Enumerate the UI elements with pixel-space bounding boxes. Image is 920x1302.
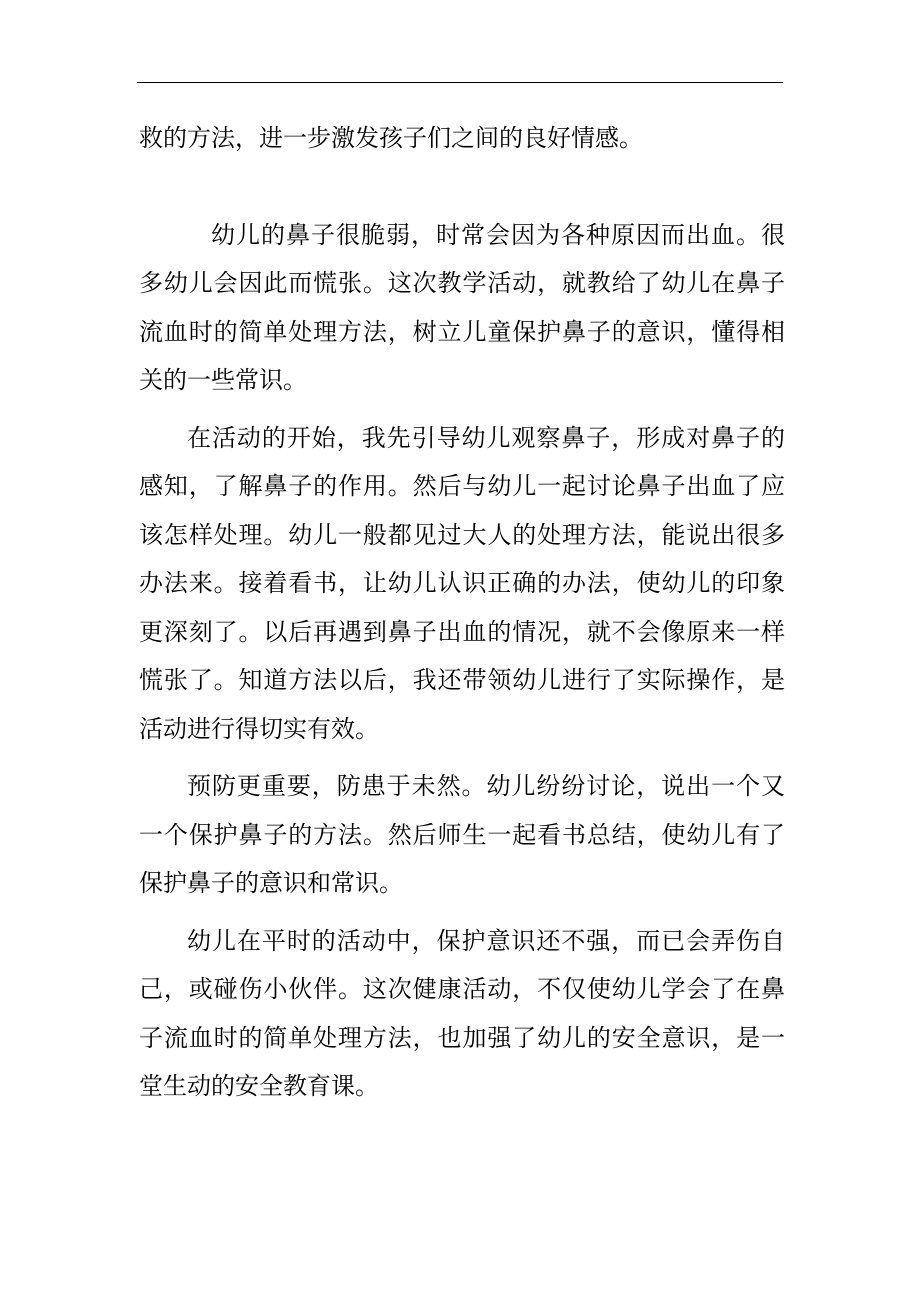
paragraph-continued: 救的方法，进一步激发孩子们之间的良好情感。	[139, 124, 643, 152]
body-text	[139, 114, 785, 1111]
paragraph-activity-start: 在活动的开始，我先引导幼儿观察鼻子，形成对鼻子的感知，了解鼻子的作用。然后与幼儿一起讨论鼻子出血了应该怎样处理。幼儿一般都见过大人的处理方法，能说出很多办法来。接着看书，让幼儿认识正确的办法，使幼儿的印象更深刻了。以后再遇到鼻子出血的情况，就不会像原来一样慌张了。知道方法以后，我还带领幼儿进行了实际操作，是活动进行得切实有效。	[139, 423, 785, 743]
paragraph-conclusion: 幼儿在平时的活动中，保护意识还不强，而已会弄伤自己，或碰伤小伙伴。这次健康活动，不仅使幼儿学会了在鼻子流血时的简单处理方法，也加强了幼儿的安全意识，是一堂生动的安全教育课。	[139, 926, 785, 1100]
paragraph-nosebleed-intro: 幼儿的鼻子很脆弱，时常会因为各种原因而出血。很多幼儿会因此而慌张。这次教学活动，就教给了幼儿在鼻子流血时的简单处理方法，树立儿童保护鼻子的意识，懂得相关的一些常识。	[139, 220, 785, 394]
paragraph-prevention: 预防更重要，防患于未然。幼儿纷纷讨论，说出一个又一个保护鼻子的方法。然后师生一起看书总结，使幼儿有了保护鼻子的意识和常识。	[139, 772, 785, 897]
header-rule	[137, 82, 783, 83]
